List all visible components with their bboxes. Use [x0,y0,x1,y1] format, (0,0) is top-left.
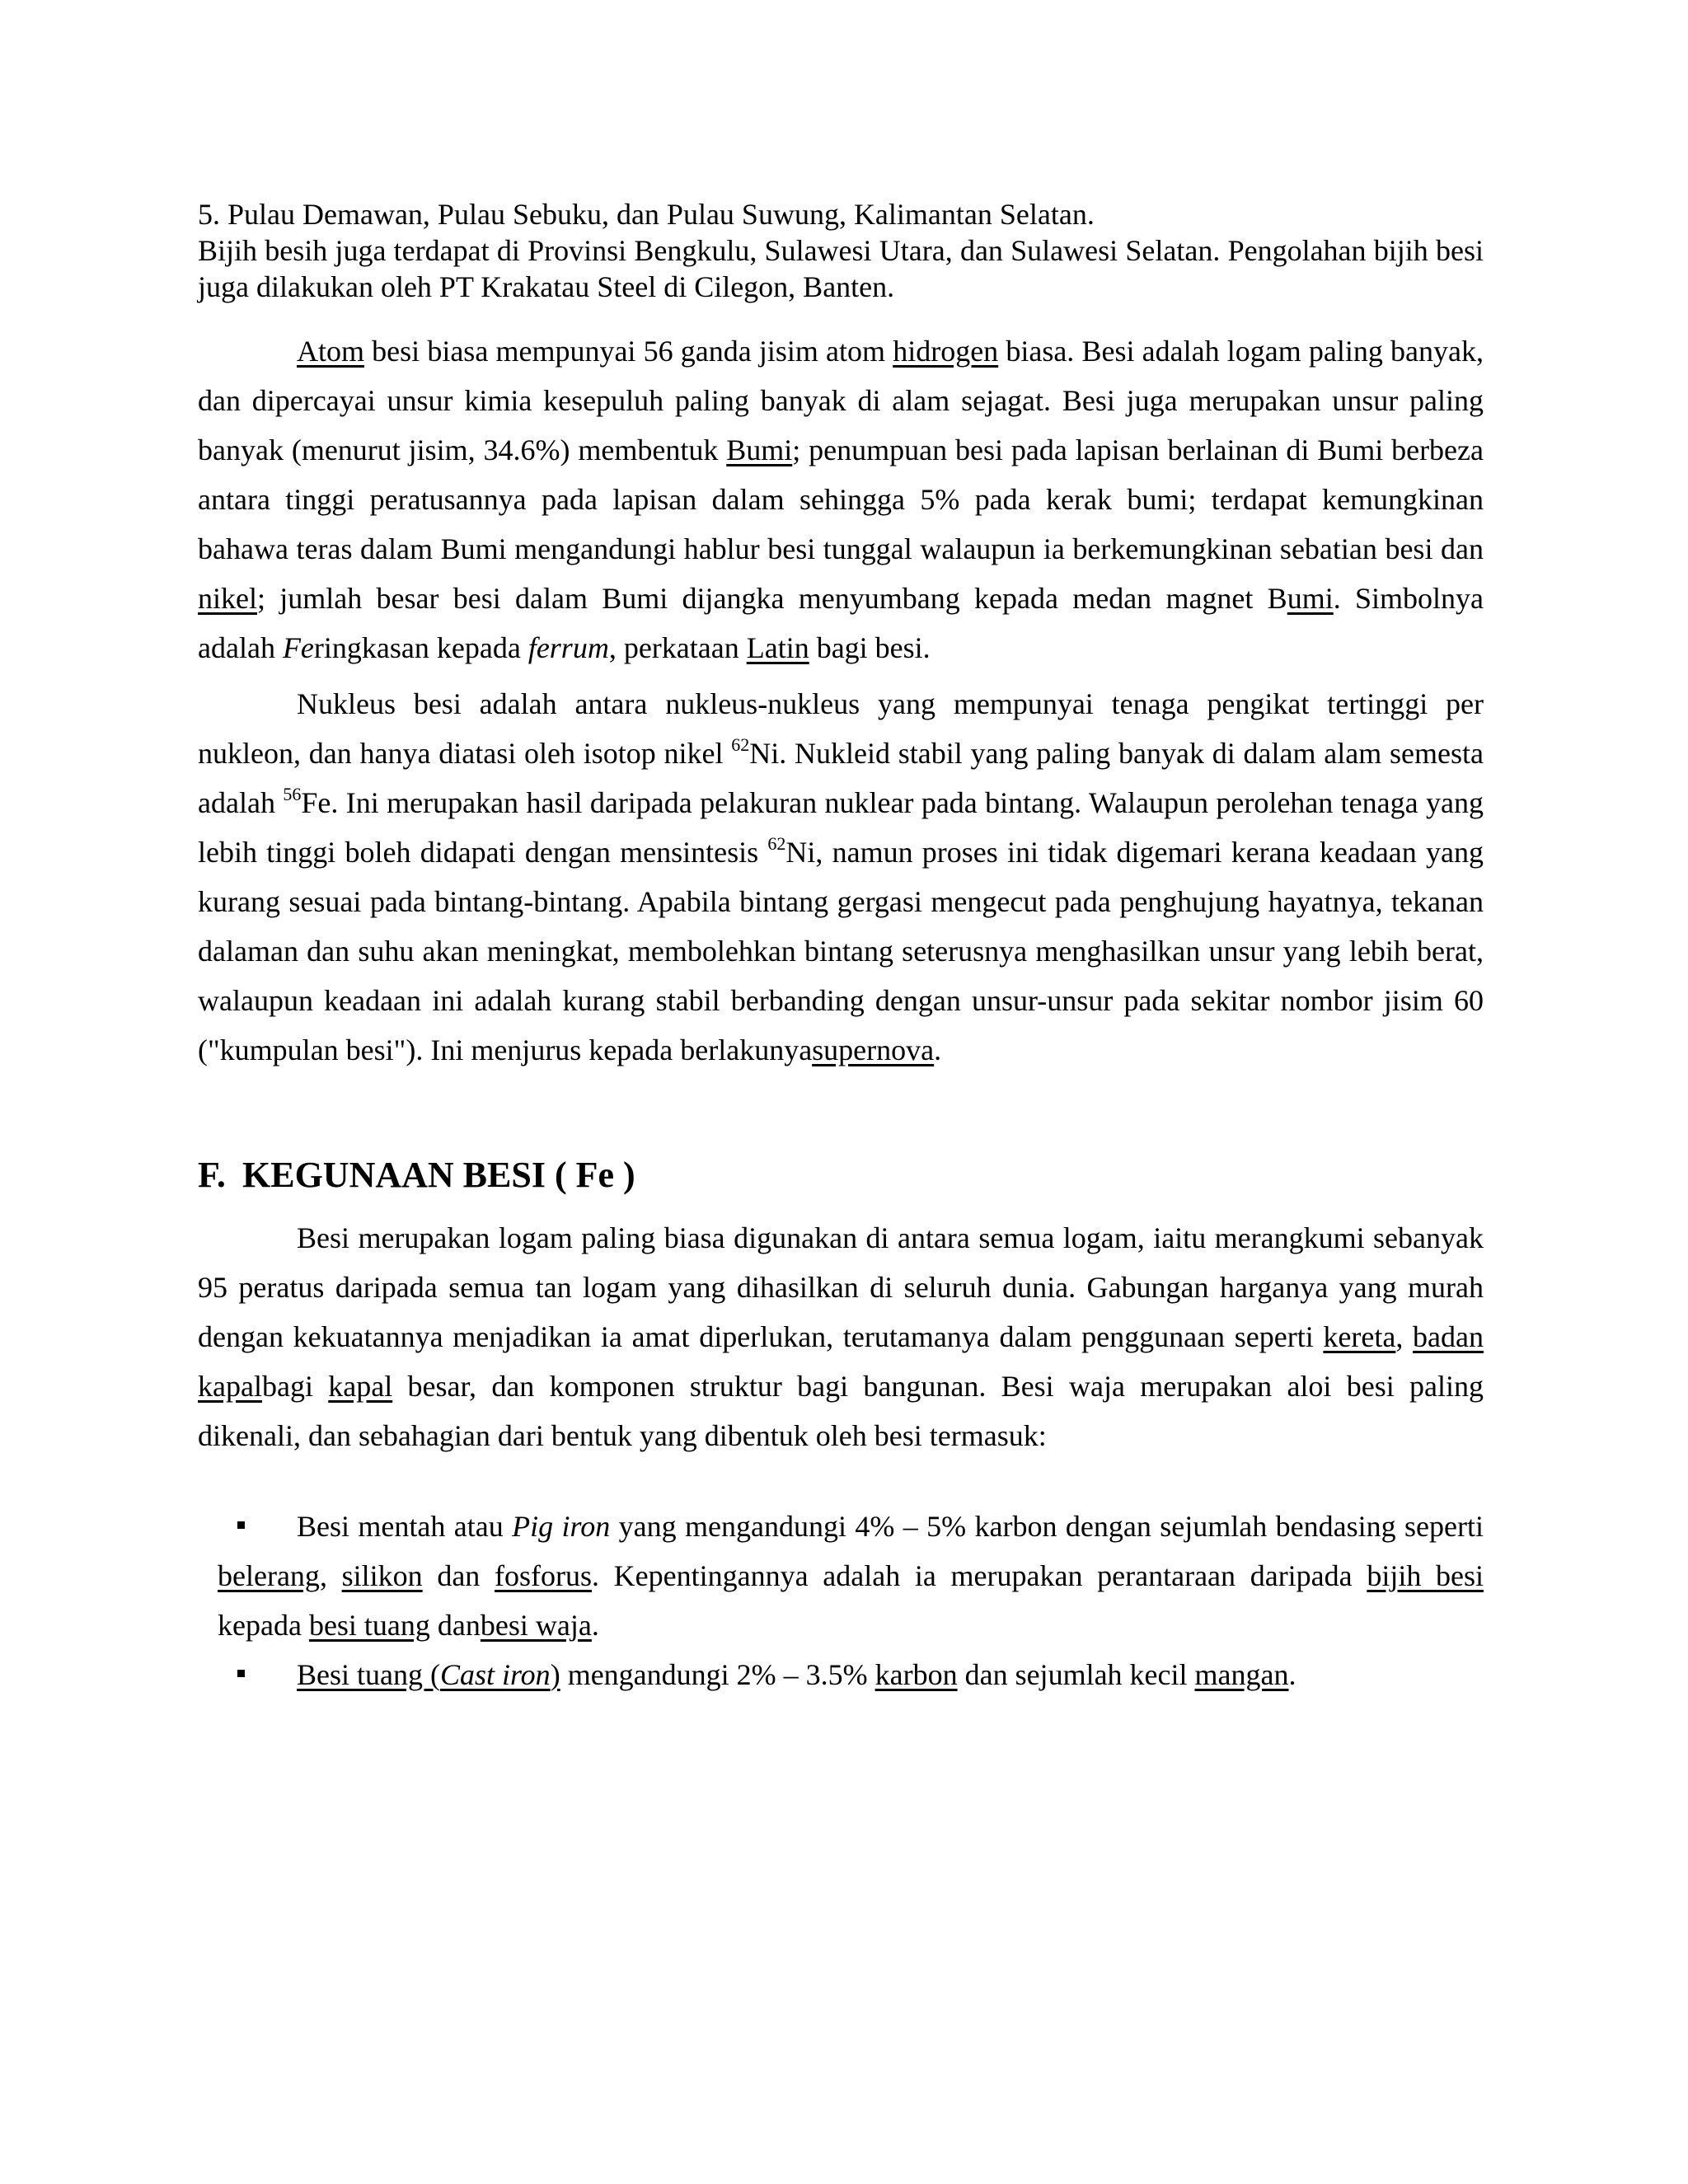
text: . [1288,1658,1296,1691]
text: kepada [218,1609,309,1642]
pig-iron-term: Pig iron [512,1510,611,1543]
text: Besi merupakan logam paling biasa digunakan di antara semua logam, iaitu merangkumi sebanyak 95 peratus daripada semua tan logam yang dihasilkan di seluruh dunia. Gabungan harganya yang murah dengan kekuatannya menjadikan ia amat diperlukan, terutamanya dalam penggunaan seperti [198,1221,1484,1353]
intro-line-1: 5. Pulau Demawan, Pulau Sebuku, dan Pulau Suwung, Kalimantan Selatan. [198,198,1095,231]
bullet-list [198,1502,1484,1699]
text: , [1395,1320,1414,1353]
link-bumi-2[interactable]: umi [1287,582,1334,615]
text: Besi mentah atau [297,1510,513,1543]
section-number: F. [198,1155,226,1195]
text: Besi tuang ( [297,1658,440,1691]
paragraph-kegunaan [198,1213,1484,1460]
list-item-text [218,1502,1484,1650]
paragraph-nukleus [198,679,1484,1075]
text: besar, dan komponen struktur bagi bangunan. Besi waja merupakan aloi besi paling dikenali, dan sebahagian dari bentuk yang dibentuk oleh besi termasuk: [198,1370,1484,1452]
link-badan-kapal[interactable]: badan kapal [198,1320,1484,1403]
link-latin[interactable]: Latin [746,631,809,664]
link-supernova[interactable]: supernova [812,1033,935,1066]
text: ringkasan kepada [313,631,528,664]
text: dan sejumlah kecil [957,1658,1195,1691]
text: yang mengandungi 4% – 5% karbon dengan sejumlah bendasing seperti [610,1510,1484,1543]
text: . [591,1609,599,1642]
square-bullet-icon [237,1670,245,1677]
link-kereta[interactable]: kereta [1323,1320,1396,1353]
text: bagi besi. [809,631,931,664]
list-item [198,1502,1484,1650]
cast-iron-term: Cast iron [439,1658,551,1691]
link-hidrogen[interactable]: hidrogen [893,335,999,368]
link-besi-tuang-cast-iron[interactable] [297,1658,560,1691]
link-silikon[interactable]: silikon [341,1559,423,1592]
text: dan [422,1559,495,1592]
text: , [319,1559,342,1592]
document-page [198,196,1484,1699]
text: ; jumlah besar besi dalam Bumi dijangka menyumbang kepada medan magnet B [256,582,1287,615]
list-item-text [218,1650,1484,1699]
text: Ni, namun proses ini tidak digemari kerana keadaan yang kurang sesuai pada bintang-bintang. Apabila bintang gergasi mengecut pada penghujung hayatnya, tekanan dalaman dan suhu akan meningkat, membolehkan bintang seterusnya menghasilkan unsur yang lebih berat, walaupun keadaan ini adalah kurang stabil berbanding dengan unsur-unsur pada sekitar nombor jisim 60 ("kumpulan besi"). Ini menjurus kepada berlakunya [198,836,1484,1066]
square-bullet-icon [237,1521,245,1529]
link-fosforus[interactable]: fosforus [495,1559,592,1592]
text: Fe. Ini merupakan hasil daripada pelakuran nuklear pada bintang. Walaupun perolehan tenaga yang lebih tinggi boleh didapati dengan mensintesis [198,786,1484,869]
superscript: 56 [283,784,302,804]
text: besi biasa mempunyai 56 ganda jisim atom [364,335,893,368]
text: , perkataan [608,631,747,664]
text: mengandungi 2% – 3.5% [560,1658,875,1691]
list-item [198,1650,1484,1699]
text: ; penumpuan besi pada lapisan berlainan di Bumi berbeza antara tinggi peratusannya pada lapisan dalam sehingga 5% pada kerak bumi; terdapat kemungkinan bahawa teras dalam Bumi mengandungi hablur besi tunggal walaupun ia berkemungkinan sebatian besi dan [198,434,1484,565]
section-heading [198,1151,1484,1200]
text: . [934,1033,942,1066]
link-kapal[interactable]: kapal [328,1370,393,1403]
link-besi-tuang[interactable]: besi tuang [308,1609,430,1642]
link-bumi[interactable]: Bumi [726,434,793,466]
text: . Simbolnya adalah [198,582,1484,664]
text: Nukleus besi adalah antara nukleus-nukleus yang mempunyai tenaga pengikat tertinggi per nukleon, dan hanya diatasi oleh isotop nikel [198,687,1484,770]
text: biasa. Besi adalah logam paling banyak, dan dipercayai unsur kimia kesepuluh paling banyak di alam sejagat. Besi juga merupakan unsur paling banyak (menurut jisim, 34.6%) membentuk [198,335,1484,466]
link-nikel[interactable]: nikel [198,582,257,615]
text: ) [550,1658,560,1691]
link-atom[interactable]: Atom [297,335,365,368]
intro-line-2: Bijih besih juga terdapat di Provinsi Bengkulu, Sulawesi Utara, dan Sulawesi Selatan. Pengolahan bijih besi juga dilakukan oleh PT Krakatau Steel di Cilegon, Banten. [198,234,1484,303]
superscript: 62 [767,833,786,854]
link-karbon[interactable]: karbon [874,1658,958,1691]
text: dan [429,1609,481,1642]
text: Ni. Nukleid stabil yang paling banyak di dalam alam semesta adalah [198,737,1484,819]
superscript: 62 [731,734,750,755]
text: . Kepentingannya adalah ia merupakan perantaraan daripada [591,1559,1367,1592]
link-besi-waja[interactable]: besi waja [480,1609,592,1642]
link-mangan[interactable]: mangan [1194,1658,1289,1691]
link-bijih-besi[interactable]: bijih besi [1367,1559,1484,1592]
fe-symbol: Fe [282,631,314,664]
text: bagi [261,1370,329,1403]
paragraph-atom [198,326,1484,673]
intro-block [198,196,1484,305]
section-title: KEGUNAAN BESI ( Fe ) [242,1155,635,1195]
ferrum-word: ferrum [528,631,609,664]
link-belerang[interactable]: belerang [218,1559,320,1592]
